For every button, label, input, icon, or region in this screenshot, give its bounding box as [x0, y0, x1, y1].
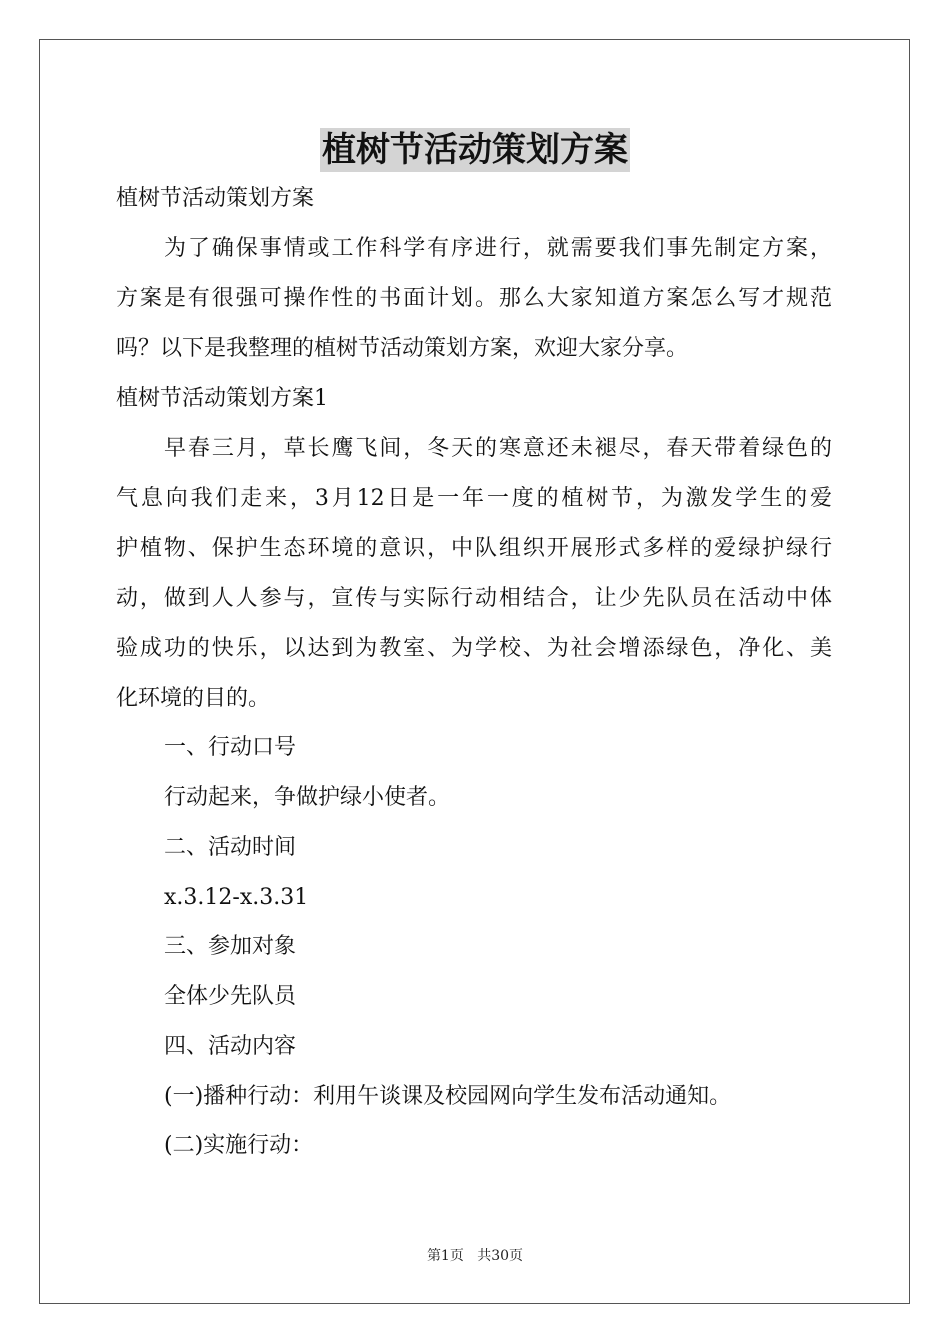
paragraph-line-1: 早春三月，草长鹰飞间，冬天的寒意还未褪尽，春天带着绿色的 [164, 436, 832, 461]
slogan-text: 行动起来，争做护绿小使者。 [164, 785, 451, 810]
heading-content: 四、活动内容 [164, 1034, 297, 1059]
page-border [39, 39, 910, 1304]
intro-line-2: 方案是有很强可操作性的书面计划。那么大家知道方案怎么写才规范 [116, 286, 832, 311]
paragraph-line-3: 护植物、保护生态环境的意识，中队组织开展形式多样的爱绿护绿行 [116, 536, 832, 561]
intro-line-3: 吗？以下是我整理的植树节活动策划方案，欢迎大家分享。 [116, 336, 689, 361]
paragraph-line-4: 动，做到人人参与，宣传与实际行动相结合，让少先队员在活动中体 [116, 586, 832, 611]
document-title-text: 植树节活动策划方案 [322, 130, 628, 170]
document-title [0, 128, 950, 172]
paragraph-line-6: 化环境的目的。 [116, 686, 271, 711]
participants-text: 全体少先队员 [164, 984, 297, 1009]
content-item-2: (二)实施行动： [164, 1133, 314, 1158]
heading-slogan: 一、行动口号 [164, 735, 297, 760]
paragraph-line-5: 验成功的快乐，以达到为教室、为学校、为社会增添绿色，净化、美 [116, 636, 832, 661]
paragraph-line-2: 气息向我们走来，3月12日是一年一度的植树节，为激发学生的爱 [116, 486, 832, 511]
subtitle: 植树节活动策划方案 [116, 186, 315, 211]
footer-page-number: 第1页 [426, 1248, 464, 1264]
heading-participants: 三、参加对象 [164, 934, 297, 959]
section-title: 植树节活动策划方案1 [116, 386, 328, 411]
content-item-1: (一)播种行动：利用午谈课及校园网向学生发布活动通知。 [164, 1084, 732, 1109]
page-footer [0, 1247, 950, 1265]
intro-line-1: 为了确保事情或工作科学有序进行，就需要我们事先制定方案， [164, 236, 832, 261]
heading-time: 二、活动时间 [164, 835, 297, 860]
time-text: x.3.12-x.3.31 [164, 885, 309, 910]
footer-total-pages: 共30页 [477, 1248, 524, 1264]
